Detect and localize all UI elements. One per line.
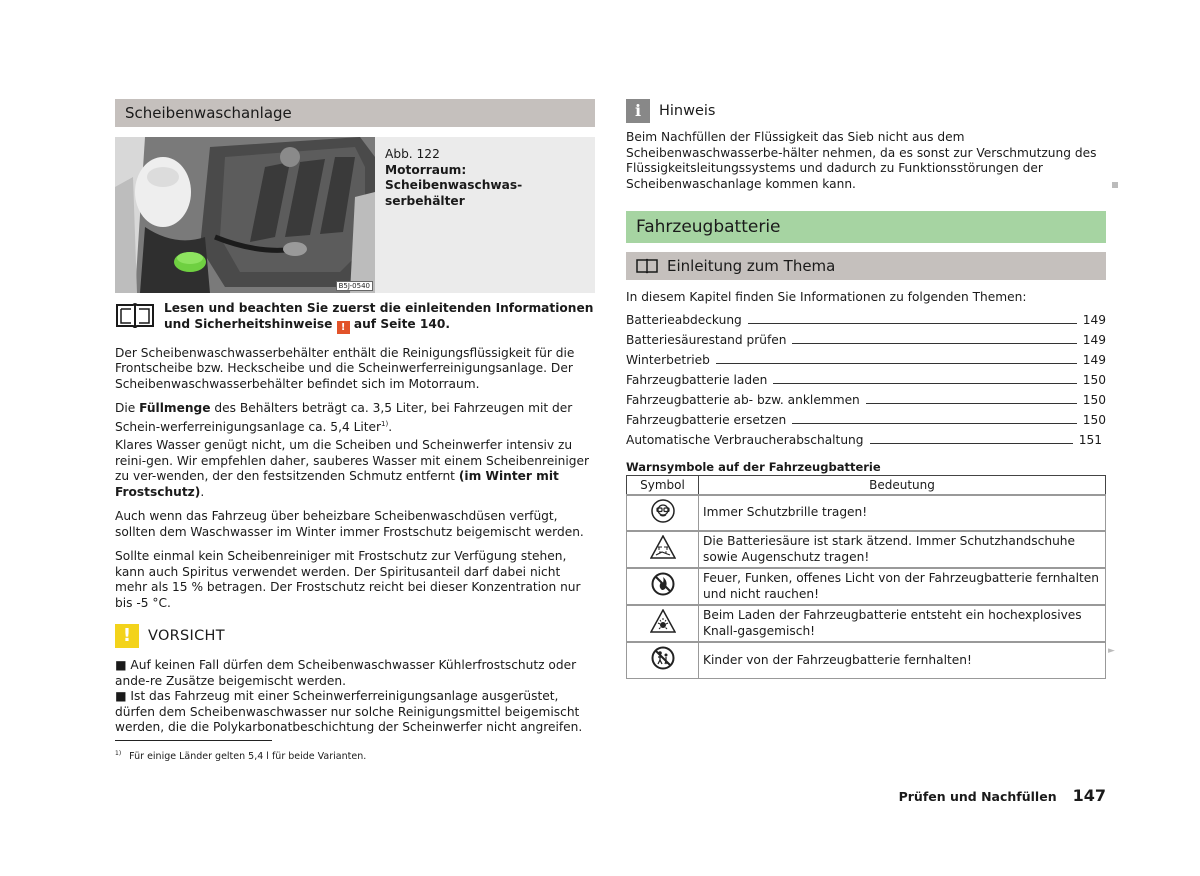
p2-end: . <box>388 419 393 434</box>
p3-text: Klares Wasser genügt nicht, um die Scheiben und Scheinwerfer intensiv zu reini-gen. Wir empfehlen daher, sauberes Wasser mit einem Scheibenreiniger zu ver-wenden, der den festsitzenden Schmutz entfernt <box>115 438 589 484</box>
continued-arrow-icon: ► <box>1108 646 1115 656</box>
toc-item[interactable] <box>626 353 1106 373</box>
read-note-text <box>164 301 595 334</box>
paragraph-3 <box>115 438 595 500</box>
paragraph-4: Auch wenn das Fahrzeug über beheizbare Scheibenwaschdüsen verfügt, sollten dem Waschwasser im Winter immer Frostschutz beigemischt werden. <box>115 509 584 539</box>
p3-bold: (im Winter mit Frostschutz) <box>115 469 559 499</box>
p3-end: . <box>200 484 205 499</box>
col-symbol: Symbol <box>627 475 699 495</box>
toc-label[interactable]: Fahrzeugbatterie ab- bzw. anklemmen <box>626 392 860 407</box>
footnote-text: Für einige Länder gelten 5,4 l für beide Varianten. <box>129 751 367 763</box>
warning-symbols-table <box>626 475 1106 679</box>
toc-leader <box>773 374 1076 384</box>
table-row <box>627 605 1106 642</box>
figure-caption-text: Motorraum: Scheibenwaschwas-serbehälter <box>385 162 523 208</box>
hinweis-title: Hinweis <box>659 103 716 119</box>
toc-leader <box>792 334 1076 344</box>
vorsicht-item: ■ Ist das Fahrzeug mit einer Scheinwerferreinigungsanlage ausgerüstet, dürfen dem Scheibenwaschwasser nur solche Reinigungsmittel beigemischt werden, die die Polykarbonatbeschichtung der Scheinwerfer nicht angreifen. <box>115 689 583 735</box>
p2-before: Die <box>115 401 136 415</box>
toc-page[interactable]: 151 <box>1078 432 1102 447</box>
meaning-cell: Die Batteriesäure ist stark ätzend. Immer Schutzhandschuhe sowie Augenschutz tragen! <box>699 531 1106 568</box>
footnote-divider <box>115 740 272 741</box>
p2-after: des Behälters beträgt ca. 3,5 Liter, bei Fahrzeugen mit der Schein-werferreinigungsanlage ca. 5,4 Liter <box>115 401 573 434</box>
footer-section: Prüfen und Nachfüllen <box>898 789 1057 804</box>
toc-label[interactable]: Fahrzeugbatterie laden <box>626 372 768 387</box>
book-icon <box>636 258 658 274</box>
col-meaning: Bedeutung <box>699 475 1106 495</box>
toc-page[interactable]: 150 <box>1082 412 1106 427</box>
toc-item[interactable] <box>626 373 1106 393</box>
p2-bold: Füllmenge <box>139 401 211 415</box>
vorsicht-title: VORSICHT <box>148 628 225 645</box>
info-icon: i <box>626 99 650 123</box>
toc-page[interactable]: 149 <box>1082 312 1106 327</box>
toc-leader <box>870 434 1073 444</box>
right-column <box>626 99 1106 679</box>
left-column <box>115 99 595 736</box>
page-number: 147 <box>1072 786 1106 805</box>
symbol-cell <box>627 642 699 678</box>
toc-item[interactable] <box>626 333 1106 353</box>
section-title: Scheibenwaschanlage <box>115 99 595 127</box>
toc-page[interactable]: 150 <box>1082 372 1106 387</box>
caution-icon: ! <box>115 624 139 648</box>
toc-item[interactable] <box>626 433 1106 453</box>
hinweis-header <box>626 99 1106 123</box>
figure <box>115 137 595 293</box>
toc-leader <box>866 394 1077 404</box>
toc-leader <box>748 314 1077 324</box>
paragraph-5: Sollte einmal kein Scheibenreiniger mit Frostschutz zur Verfügung stehen, kann auch Spiritus verwendet werden. Der Spiritusanteil darf dabei nicht mehr als 15 % betragen. Der Frostschutz reicht bei dieser Konzentration nur bis -5 °C. <box>115 549 581 610</box>
toc-leader <box>716 354 1077 364</box>
hinweis-text <box>626 130 1106 192</box>
goggles-icon <box>651 499 675 523</box>
read-note-before: Lesen und beachten Sie zuerst die einleitenden Informationen und Sicherheitshinweise <box>164 301 594 331</box>
toc <box>626 313 1106 453</box>
corrosive-icon <box>650 535 676 559</box>
engine-bay-photo <box>115 137 375 293</box>
engine-bay-image <box>115 137 375 293</box>
toc-page[interactable]: 150 <box>1082 392 1106 407</box>
toc-item[interactable] <box>626 393 1106 413</box>
vorsicht-item: ■ Auf keinen Fall dürfen dem Scheibenwaschwasser Kühlerfrostschutz oder ande-re Zusätze beigemischt werden. <box>115 658 577 688</box>
footnote-ref[interactable]: 1) <box>381 419 389 428</box>
book-icon <box>115 301 155 329</box>
meaning-cell: Beim Laden der Fahrzeugbatterie entsteht ein hochexplosives Knall-gasgemisch! <box>699 605 1106 642</box>
figure-label: Abb. 122 <box>385 147 440 161</box>
table-row <box>627 531 1106 568</box>
symbol-cell <box>627 568 699 605</box>
vorsicht-body <box>115 658 595 736</box>
toc-label[interactable]: Fahrzeugbatterie ersetzen <box>626 412 787 427</box>
table-row <box>627 568 1106 605</box>
figure-caption <box>375 137 595 293</box>
hinweis-body: Beim Nachfüllen der Flüssigkeit das Sieb nicht aus dem Scheibenwaschwasserbe-hälter nehmen, da es sonst zur Verschmutzung des Flüssigkeitsleitungssystems und dadurch zu Funktionsstörungen der Scheibenwaschanlage kommen kann. <box>626 130 1097 191</box>
symbol-cell <box>627 495 699 531</box>
toc-item[interactable] <box>626 313 1106 333</box>
meaning-cell: Feuer, Funken, offenes Licht von der Fahrzeugbatterie fernhalten und nicht rauchen! <box>699 568 1106 605</box>
page-footer <box>899 786 1106 805</box>
toc-label[interactable]: Batterieabdeckung <box>626 312 742 327</box>
paragraph-1: Der Scheibenwaschwasserbehälter enthält die Reinigungsflüssigkeit für die Frontscheibe bzw. Heckscheibe und die Scheinwerferreinigungsanlage. Der Scheibenwaschwasserbehälter befindet sich im Motorraum. <box>115 345 575 391</box>
image-code: B5J-0540 <box>336 281 373 291</box>
meaning-cell: Immer Schutzbrille tragen! <box>699 495 1106 531</box>
toc-label[interactable]: Winterbetrieb <box>626 352 710 367</box>
toc-item[interactable] <box>626 413 1106 433</box>
explosive-icon <box>650 609 676 633</box>
symbol-cell <box>627 605 699 642</box>
footnote <box>115 748 366 763</box>
symbol-cell <box>627 531 699 568</box>
vorsicht-header <box>115 624 595 648</box>
toc-leader <box>792 414 1077 424</box>
section-end-marker <box>1112 182 1118 188</box>
meaning-cell: Kinder von der Fahrzeugbatterie fernhalten! <box>699 642 1106 678</box>
footnote-mark: 1) <box>115 750 122 757</box>
table-row <box>627 642 1106 678</box>
toc-label[interactable]: Batteriesäurestand prüfen <box>626 332 787 347</box>
toc-page[interactable]: 149 <box>1082 332 1106 347</box>
toc-label[interactable]: Automatische Verbraucherabschaltung <box>626 432 864 447</box>
table-header-row <box>627 475 1106 495</box>
read-note <box>115 301 595 334</box>
chapter-title: Fahrzeugbatterie <box>626 211 1106 243</box>
read-note-after[interactable]: auf Seite 140. <box>353 316 450 331</box>
paragraph-2 <box>115 401 595 435</box>
intro-title: Einleitung zum Thema <box>667 257 836 275</box>
no-children-icon <box>651 646 675 670</box>
table-title: Warnsymbole auf der Fahrzeugbatterie <box>626 459 881 474</box>
table-row <box>627 495 1106 531</box>
intro-text: In diesem Kapitel finden Sie Informationen zu folgenden Themen: <box>626 290 1027 304</box>
toc-page[interactable]: 149 <box>1082 352 1106 367</box>
no-fire-icon <box>651 572 675 596</box>
warning-icon[interactable]: ! <box>337 321 350 334</box>
intro-header <box>626 252 1106 280</box>
